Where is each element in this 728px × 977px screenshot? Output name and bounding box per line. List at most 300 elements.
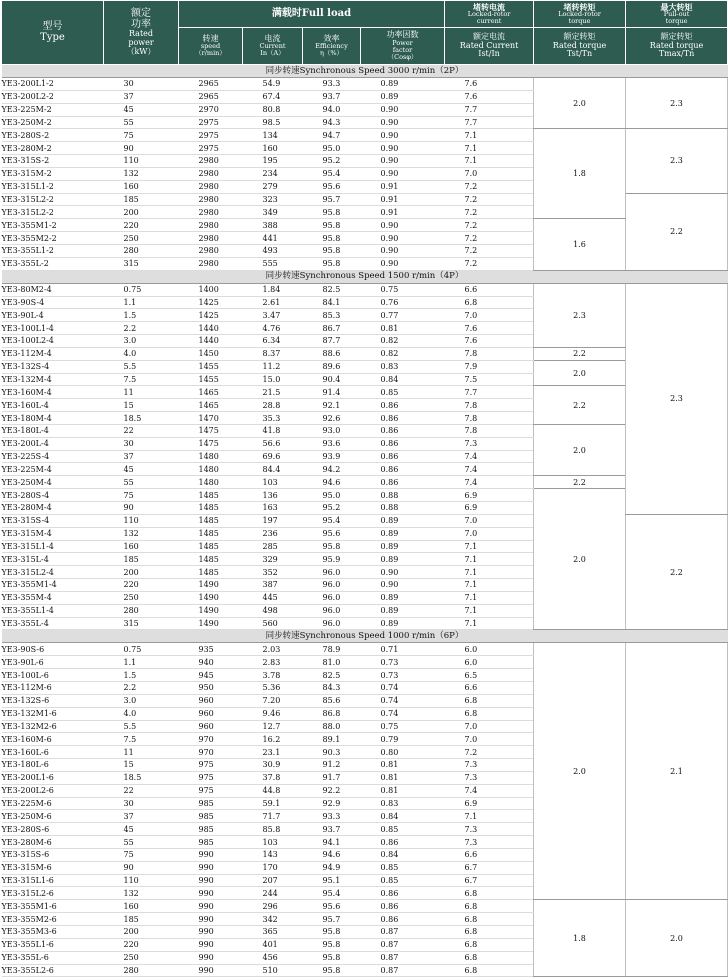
cell-speed: 1485 (179, 514, 243, 527)
cell-power-factor: 0.74 (361, 707, 445, 720)
cell-ist-in: 7.8 (445, 412, 534, 425)
cell-efficiency: 95.1 (303, 874, 361, 887)
cell-type: YE3-280M-4 (2, 502, 104, 515)
cell-type: YE3-315L-4 (2, 553, 104, 566)
cell-efficiency: 94.1 (303, 836, 361, 849)
cell-power-factor: 0.80 (361, 746, 445, 759)
cell-ist-in: 6.9 (445, 502, 534, 515)
cell-power-factor: 0.89 (361, 90, 445, 103)
header-eff-cn: 效率 (323, 33, 340, 43)
cell-power: 37 (104, 810, 179, 823)
cell-type: YE3-180M-4 (2, 412, 104, 425)
cell-ist-in: 7.7 (445, 103, 534, 116)
cell-speed: 1440 (179, 335, 243, 348)
cell-current: 15.0 (243, 373, 303, 386)
cell-type: YE3-355L-4 (2, 617, 104, 630)
cell-speed: 970 (179, 746, 243, 759)
header-locked-rotor-torque (534, 1, 626, 28)
cell-power-factor: 0.83 (361, 797, 445, 810)
cell-speed: 960 (179, 707, 243, 720)
cell-current: 456 (243, 951, 303, 964)
cell-current: 98.5 (243, 116, 303, 129)
table-row (2, 360, 728, 373)
cell-type: YE3-355L1-6 (2, 938, 104, 951)
cell-power-factor: 0.90 (361, 142, 445, 155)
cell-type: YE3-315S-4 (2, 514, 104, 527)
cell-tst-tn: 2.0 (534, 424, 626, 475)
cell-power-factor: 0.89 (361, 604, 445, 617)
cell-type: YE3-315L1-6 (2, 874, 104, 887)
cell-power-factor: 0.74 (361, 681, 445, 694)
cell-efficiency: 78.9 (303, 643, 361, 656)
cell-type: YE3-225M-2 (2, 103, 104, 116)
cell-efficiency: 95.4 (303, 167, 361, 180)
cell-ist-in: 7.3 (445, 836, 534, 849)
cell-efficiency: 89.6 (303, 360, 361, 373)
cell-speed: 1485 (179, 489, 243, 502)
cell-power: 7.5 (104, 733, 179, 746)
section-header (2, 65, 728, 78)
cell-efficiency: 95.8 (303, 938, 361, 951)
cell-ist-in: 7.4 (445, 450, 534, 463)
table-header (2, 1, 728, 65)
cell-current: 207 (243, 874, 303, 887)
cell-ist-in: 6.8 (445, 964, 534, 977)
header-lrc-cn: 堵转电流 (473, 1, 506, 12)
cell-power-factor: 0.86 (361, 463, 445, 476)
header-lrt-ratio (534, 28, 626, 65)
table-row (2, 283, 728, 296)
cell-ist-in: 7.2 (445, 257, 534, 270)
header-full-load: 满载时Full load (179, 1, 445, 28)
cell-power-factor: 0.86 (361, 836, 445, 849)
cell-tst-tn: 1.6 (534, 219, 626, 270)
cell-ist-in: 7.8 (445, 347, 534, 360)
cell-ist-in: 6.8 (445, 694, 534, 707)
cell-current: 279 (243, 180, 303, 193)
cell-power: 55 (104, 116, 179, 129)
cell-type: YE3-112M-4 (2, 347, 104, 360)
cell-power-factor: 0.88 (361, 502, 445, 515)
header-power (104, 1, 179, 65)
cell-power-factor: 0.86 (361, 399, 445, 412)
cell-type: YE3-160L-4 (2, 399, 104, 412)
cell-ist-in: 6.6 (445, 848, 534, 861)
cell-ist-in: 6.0 (445, 643, 534, 656)
cell-type: YE3-90L-4 (2, 309, 104, 322)
cell-type: YE3-315M-6 (2, 861, 104, 874)
cell-current: 35.3 (243, 412, 303, 425)
cell-speed: 1490 (179, 579, 243, 592)
cell-efficiency: 84.1 (303, 296, 361, 309)
cell-efficiency: 88.0 (303, 720, 361, 733)
cell-speed: 990 (179, 938, 243, 951)
cell-ist-in: 6.0 (445, 656, 534, 669)
cell-tmax-tn: 2.2 (626, 514, 728, 630)
header-pot-cn: 最大转矩 (660, 1, 693, 12)
cell-power-factor: 0.87 (361, 951, 445, 964)
cell-efficiency: 93.7 (303, 90, 361, 103)
cell-current: 1.84 (243, 283, 303, 296)
header-type-cn: 型号 (42, 20, 63, 32)
cell-efficiency: 93.0 (303, 424, 361, 437)
cell-speed: 1400 (179, 283, 243, 296)
cell-power: 3.0 (104, 694, 179, 707)
cell-efficiency: 94.7 (303, 129, 361, 142)
cell-ist-in: 6.8 (445, 887, 534, 900)
cell-type: YE3-225M-6 (2, 797, 104, 810)
header-lrt-en: Locked-rotor torque (558, 10, 601, 26)
cell-type: YE3-90L-6 (2, 656, 104, 669)
header-pot-ratio (626, 28, 728, 65)
cell-speed: 2965 (179, 90, 243, 103)
cell-tmax-tn: 2.3 (626, 78, 728, 129)
cell-power: 1.1 (104, 656, 179, 669)
cell-efficiency: 96.0 (303, 604, 361, 617)
cell-power-factor: 0.91 (361, 180, 445, 193)
cell-type: YE3-132M1-6 (2, 707, 104, 720)
cell-power-factor: 0.89 (361, 553, 445, 566)
cell-ist-in: 7.8 (445, 424, 534, 437)
cell-speed: 2975 (179, 142, 243, 155)
cell-current: 3.47 (243, 309, 303, 322)
cell-speed: 1480 (179, 476, 243, 489)
cell-power-factor: 0.85 (361, 861, 445, 874)
header-current-cn: 电流 (264, 33, 281, 43)
cell-type: YE3-200L2-6 (2, 784, 104, 797)
cell-power: 250 (104, 591, 179, 604)
cell-current: 56.6 (243, 437, 303, 450)
cell-ist-in: 7.7 (445, 386, 534, 399)
cell-current: 134 (243, 129, 303, 142)
cell-type: YE3-112M-6 (2, 681, 104, 694)
cell-type: YE3-315L2-4 (2, 566, 104, 579)
cell-efficiency: 88.6 (303, 347, 361, 360)
cell-speed: 950 (179, 681, 243, 694)
cell-type: YE3-315L1-4 (2, 540, 104, 553)
cell-type: YE3-315L1-2 (2, 180, 104, 193)
cell-power-factor: 0.82 (361, 335, 445, 348)
cell-speed: 935 (179, 643, 243, 656)
cell-ist-in: 6.5 (445, 669, 534, 682)
cell-efficiency: 92.6 (303, 412, 361, 425)
cell-power-factor: 0.90 (361, 244, 445, 257)
cell-type: YE3-132S-4 (2, 360, 104, 373)
cell-ist-in: 7.5 (445, 373, 534, 386)
cell-efficiency: 95.6 (303, 900, 361, 913)
cell-power: 0.75 (104, 283, 179, 296)
cell-speed: 1425 (179, 296, 243, 309)
cell-current: 352 (243, 566, 303, 579)
cell-power: 315 (104, 617, 179, 630)
cell-type: YE3-250M-2 (2, 116, 104, 129)
cell-efficiency: 91.7 (303, 771, 361, 784)
cell-power-factor: 0.86 (361, 450, 445, 463)
header-pf-cn: 功率因数 (386, 30, 419, 40)
cell-power: 45 (104, 823, 179, 836)
cell-efficiency: 93.7 (303, 823, 361, 836)
cell-current: 387 (243, 579, 303, 592)
cell-power: 18.5 (104, 412, 179, 425)
cell-power: 45 (104, 103, 179, 116)
cell-type: YE3-355L-2 (2, 257, 104, 270)
cell-power-factor: 0.85 (361, 386, 445, 399)
cell-ist-in: 7.3 (445, 759, 534, 772)
cell-type: YE3-100L2-4 (2, 335, 104, 348)
cell-power-factor: 0.90 (361, 103, 445, 116)
cell-ist-in: 7.3 (445, 823, 534, 836)
cell-speed: 990 (179, 861, 243, 874)
cell-type: YE3-250M-6 (2, 810, 104, 823)
cell-efficiency: 94.3 (303, 116, 361, 129)
cell-power: 110 (104, 155, 179, 168)
cell-current: 80.8 (243, 103, 303, 116)
cell-power-factor: 0.88 (361, 489, 445, 502)
cell-efficiency: 93.6 (303, 437, 361, 450)
cell-ist-in: 7.1 (445, 566, 534, 579)
header-efficiency (303, 28, 361, 65)
cell-speed: 2980 (179, 257, 243, 270)
cell-efficiency: 84.3 (303, 681, 361, 694)
cell-speed: 990 (179, 848, 243, 861)
cell-power-factor: 0.90 (361, 116, 445, 129)
cell-power-factor: 0.91 (361, 193, 445, 206)
cell-power-factor: 0.90 (361, 232, 445, 245)
cell-ist-in: 6.9 (445, 797, 534, 810)
cell-power-factor: 0.90 (361, 579, 445, 592)
cell-power: 11 (104, 386, 179, 399)
cell-power: 75 (104, 848, 179, 861)
cell-power: 110 (104, 874, 179, 887)
cell-efficiency: 95.9 (303, 553, 361, 566)
cell-power-factor: 0.81 (361, 759, 445, 772)
cell-type: YE3-225M-4 (2, 463, 104, 476)
cell-ist-in: 7.4 (445, 476, 534, 489)
cell-speed: 2975 (179, 116, 243, 129)
cell-power: 250 (104, 232, 179, 245)
cell-current: 85.8 (243, 823, 303, 836)
cell-efficiency: 95.4 (303, 887, 361, 900)
cell-type: YE3-355M3-6 (2, 926, 104, 939)
cell-efficiency: 96.0 (303, 617, 361, 630)
cell-power-factor: 0.84 (361, 810, 445, 823)
cell-current: 71.7 (243, 810, 303, 823)
cell-current: 170 (243, 861, 303, 874)
cell-ist-in: 7.2 (445, 219, 534, 232)
cell-current: 445 (243, 591, 303, 604)
cell-ist-in: 7.3 (445, 437, 534, 450)
cell-type: YE3-200L1-2 (2, 78, 104, 91)
cell-current: 143 (243, 848, 303, 861)
header-lrt-sub-en: Rated torque (552, 40, 607, 50)
cell-efficiency: 93.3 (303, 810, 361, 823)
header-type-en: Type (40, 31, 65, 43)
cell-speed: 1490 (179, 617, 243, 630)
cell-efficiency: 94.0 (303, 103, 361, 116)
cell-speed: 1470 (179, 412, 243, 425)
header-speed-unit: （r/min） (195, 49, 226, 58)
cell-power-factor: 0.87 (361, 926, 445, 939)
cell-efficiency: 90.3 (303, 746, 361, 759)
cell-speed: 1490 (179, 591, 243, 604)
header-power-factor (361, 28, 445, 65)
cell-power-factor: 0.90 (361, 167, 445, 180)
cell-power-factor: 0.91 (361, 206, 445, 219)
cell-ist-in: 7.9 (445, 360, 534, 373)
cell-ist-in: 6.6 (445, 283, 534, 296)
cell-type: YE3-315M-4 (2, 527, 104, 540)
cell-power: 2.2 (104, 322, 179, 335)
cell-current: 23.1 (243, 746, 303, 759)
cell-power: 220 (104, 579, 179, 592)
cell-current: 103 (243, 476, 303, 489)
cell-speed: 2980 (179, 155, 243, 168)
cell-current: 323 (243, 193, 303, 206)
cell-efficiency: 85.6 (303, 694, 361, 707)
cell-ist-in: 7.6 (445, 90, 534, 103)
cell-power-factor: 0.76 (361, 296, 445, 309)
cell-power: 315 (104, 257, 179, 270)
header-lrc-ratio (445, 28, 534, 65)
cell-power: 200 (104, 206, 179, 219)
table-row (2, 129, 728, 142)
header-lrt-cn: 堵转转矩 (563, 1, 596, 12)
cell-power: 185 (104, 913, 179, 926)
cell-power-factor: 0.86 (361, 913, 445, 926)
cell-power: 11 (104, 746, 179, 759)
cell-speed: 985 (179, 823, 243, 836)
cell-power: 1.5 (104, 309, 179, 322)
table-row (2, 386, 728, 399)
cell-ist-in: 7.0 (445, 167, 534, 180)
cell-current: 329 (243, 553, 303, 566)
cell-type: YE3-280S-6 (2, 823, 104, 836)
header-pot-en: Pull-out torque (663, 10, 690, 26)
header-pf-unit: （Cosφ） (387, 52, 418, 61)
cell-power: 132 (104, 527, 179, 540)
cell-efficiency: 94.2 (303, 463, 361, 476)
cell-current: 3.78 (243, 669, 303, 682)
cell-tmax-tn: 2.3 (626, 129, 728, 193)
cell-ist-in: 7.1 (445, 155, 534, 168)
header-pot-sub-cn: 额定转矩 (660, 32, 693, 42)
cell-type: YE3-132M-4 (2, 373, 104, 386)
cell-current: 16.2 (243, 733, 303, 746)
cell-efficiency: 94.9 (303, 861, 361, 874)
cell-type: YE3-355L1-2 (2, 244, 104, 257)
cell-power: 7.5 (104, 373, 179, 386)
cell-power: 90 (104, 142, 179, 155)
cell-speed: 2980 (179, 206, 243, 219)
cell-current: 441 (243, 232, 303, 245)
cell-efficiency: 95.8 (303, 926, 361, 939)
cell-power: 250 (104, 951, 179, 964)
cell-tmax-tn: 2.0 (626, 900, 728, 977)
cell-power-factor: 0.87 (361, 938, 445, 951)
cell-ist-in: 7.3 (445, 771, 534, 784)
cell-power-factor: 0.83 (361, 360, 445, 373)
cell-type: YE3-355L1-4 (2, 604, 104, 617)
cell-speed: 1450 (179, 347, 243, 360)
cell-speed: 2980 (179, 232, 243, 245)
cell-current: 30.9 (243, 759, 303, 772)
cell-type: YE3-315S-6 (2, 848, 104, 861)
cell-type: YE3-100L1-4 (2, 322, 104, 335)
cell-speed: 1485 (179, 502, 243, 515)
cell-current: 9.46 (243, 707, 303, 720)
cell-speed: 960 (179, 720, 243, 733)
header-power-en: Rated power （kW） (126, 29, 156, 56)
cell-power-factor: 0.73 (361, 669, 445, 682)
cell-speed: 1455 (179, 373, 243, 386)
cell-current: 2.83 (243, 656, 303, 669)
cell-ist-in: 7.8 (445, 399, 534, 412)
cell-current: 160 (243, 142, 303, 155)
section-header (2, 270, 728, 283)
cell-speed: 2980 (179, 180, 243, 193)
cell-ist-in: 7.2 (445, 193, 534, 206)
cell-ist-in: 7.2 (445, 746, 534, 759)
cell-current: 6.34 (243, 335, 303, 348)
cell-power: 4.0 (104, 347, 179, 360)
cell-power: 110 (104, 514, 179, 527)
cell-type: YE3-355M2-6 (2, 913, 104, 926)
cell-ist-in: 6.8 (445, 913, 534, 926)
header-lrc-sub-cn: 额定电流 (473, 32, 506, 42)
cell-current: 342 (243, 913, 303, 926)
cell-efficiency: 85.3 (303, 309, 361, 322)
cell-ist-in: 6.6 (445, 681, 534, 694)
cell-power-factor: 0.90 (361, 155, 445, 168)
cell-type: YE3-355M2-2 (2, 232, 104, 245)
cell-power: 5.5 (104, 720, 179, 733)
cell-power-factor: 0.73 (361, 656, 445, 669)
cell-efficiency: 86.8 (303, 707, 361, 720)
cell-speed: 2980 (179, 219, 243, 232)
cell-ist-in: 7.2 (445, 180, 534, 193)
cell-power-factor: 0.89 (361, 78, 445, 91)
cell-current: 2.61 (243, 296, 303, 309)
cell-speed: 990 (179, 887, 243, 900)
cell-type: YE3-200L2-2 (2, 90, 104, 103)
cell-speed: 990 (179, 874, 243, 887)
cell-efficiency: 93.9 (303, 450, 361, 463)
cell-speed: 960 (179, 694, 243, 707)
cell-speed: 975 (179, 759, 243, 772)
cell-tst-tn: 2.0 (534, 78, 626, 129)
cell-tst-tn: 2.0 (534, 643, 626, 900)
cell-power: 55 (104, 836, 179, 849)
cell-type: YE3-132M2-6 (2, 720, 104, 733)
cell-current: 44.8 (243, 784, 303, 797)
cell-power: 220 (104, 938, 179, 951)
cell-power-factor: 0.85 (361, 823, 445, 836)
cell-current: 163 (243, 502, 303, 515)
header-pot-ratio-label: Tmax/Tn (658, 49, 695, 59)
cell-ist-in: 6.8 (445, 951, 534, 964)
cell-type: YE3-250M-4 (2, 476, 104, 489)
header-speed (179, 28, 243, 65)
cell-speed: 1480 (179, 450, 243, 463)
cell-type: YE3-160M-4 (2, 386, 104, 399)
cell-tst-tn: 2.2 (534, 476, 626, 489)
cell-type: YE3-315M-2 (2, 167, 104, 180)
cell-power-factor: 0.86 (361, 437, 445, 450)
cell-current: 54.9 (243, 78, 303, 91)
cell-power: 30 (104, 437, 179, 450)
header-eff-unit: η（%） (319, 49, 344, 58)
cell-speed: 990 (179, 951, 243, 964)
